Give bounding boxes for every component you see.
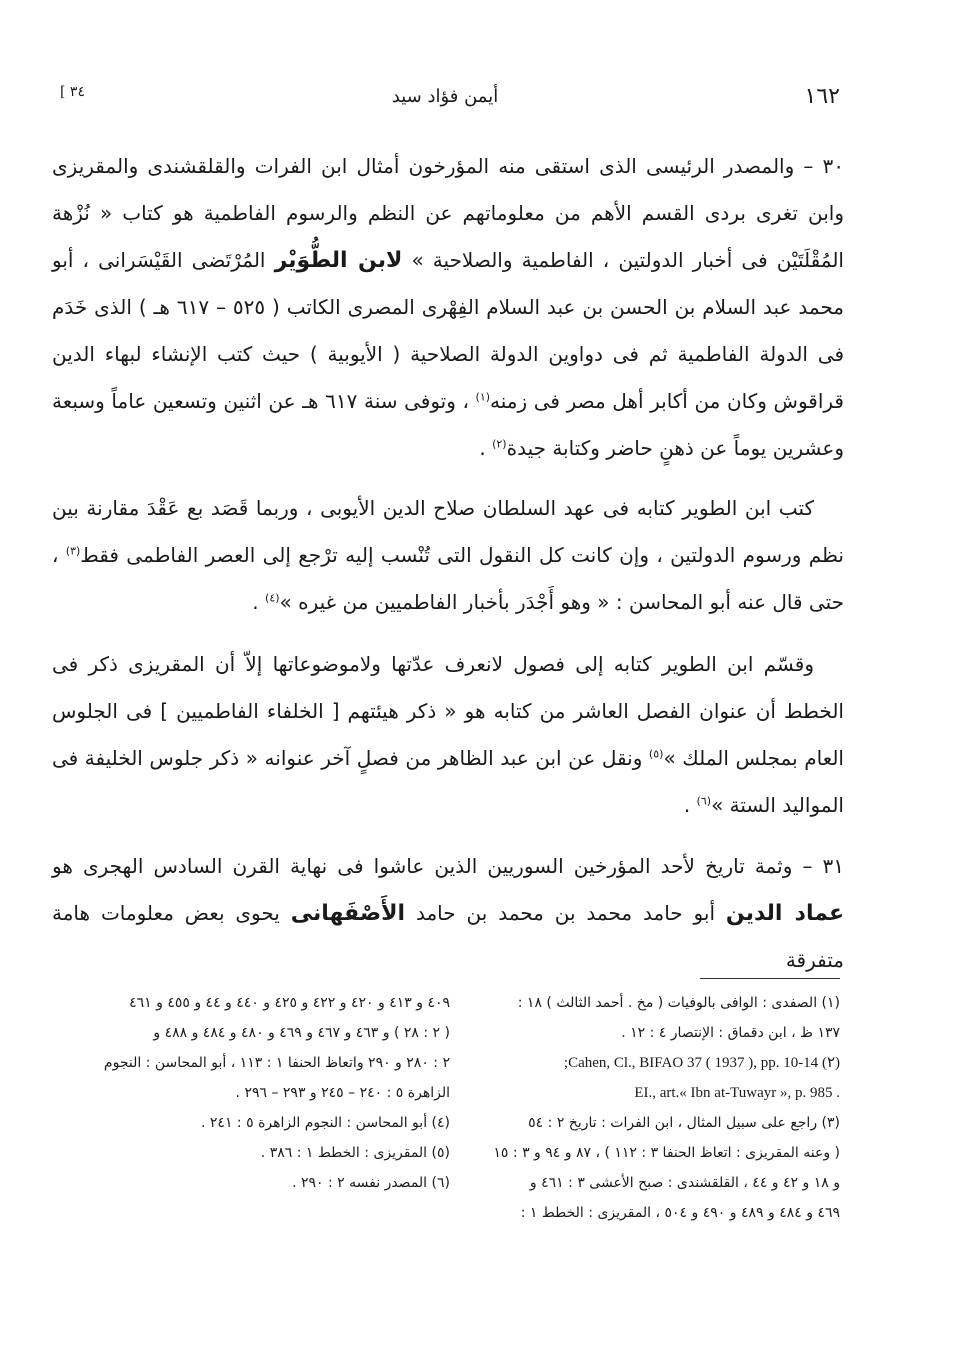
footnote-ref-5: (٥) <box>648 747 664 761</box>
footnote-line: ٢ : ٢٨٠ و ٢٩٠ واتعاظ الحنفا ١ : ١١٣ ، أبو المحاسن : النجوم <box>103 1055 450 1071</box>
text-run: ونقل عن ابن عبد الظاهر من فصلٍ آخر عنوانه « ذكر جلوس الخليفة فى المواليد الستة » <box>52 746 844 817</box>
author-name-imad-al-din: عماد الدين <box>725 901 844 926</box>
text-run: ٣١ – وثمة تاريخ لأحد المؤرخين السوريين الذين عاشوا فى نهاية القرن السادس الهجرى هو <box>52 854 844 878</box>
footnote-line: (٤) أبو المحاسن : النجوم الزاهرة ٥ : ٢٤١ . <box>201 1115 450 1131</box>
footnote-ref-3: (٣) <box>65 544 81 558</box>
text-run: ، وتوفى سنة ٦١٧ هـ عن اثنين وتسعين عاماً وسبعة وعشرين يوماً عن ذهنٍ حاضر وكتابة جيدة <box>52 389 844 460</box>
footnote-ref-2: (٢) <box>492 437 507 451</box>
footnote-line: ١٣٧ ظ ، ابن دقماق : الإنتصار ٤ : ١٢ . <box>621 1025 840 1041</box>
chapter-number: ٣٤ ] <box>60 84 85 100</box>
footnote-line: ٤٦٩ و ٤٨٤ و ٤٨٩ و ٤٩٠ و ٥٠٤ ، المقريزى : الخطط ١ : <box>520 1205 840 1221</box>
author-name-ibn-tuwayr: لابن الطُّوَيْر <box>274 248 403 273</box>
footnote-line: (٦) المصدر نفسه ٢ : ٢٩٠ . <box>292 1175 450 1191</box>
footnote-ref-4: (٤) <box>265 591 280 605</box>
paragraph-ibn-tuwayr-book <box>52 485 844 626</box>
text-run: يحوى بعض معلومات هامة متفرقة <box>52 901 844 972</box>
running-header <box>50 84 840 114</box>
footnote-line: (٥) المقريزى : الخطط ١ : ٣٨٦ . <box>260 1145 450 1161</box>
footnotes-column-left <box>50 988 450 1198</box>
footnote-line: (٢) Cahen, Cl., BIFAO 37 ( 1937 ), pp. 10-14; <box>563 1055 840 1071</box>
text-run: وقسّم ابن الطوير كتابه إلى فصول لانعرف عدّتها ولاموضوعاتها إلاّ أن المقريزى ذكر فى الخطط أن عنوان الفصل العاشر من كتابه هو « ذكر هيئتهم [ الخلفاء الفاطميين ] فى الجلوس العام بمجلس الملك » <box>52 652 844 770</box>
text-run: . <box>683 793 697 817</box>
text-run: . <box>252 590 266 614</box>
footnote-ref-1: (١) <box>475 390 491 404</box>
text-run: أبو حامد محمد بن محمد بن حامد <box>405 901 726 925</box>
author-name: أيمن فؤاد سيد <box>391 86 499 107</box>
author-name-isfahani: الأَصْفَهانى <box>290 901 406 926</box>
footnote-line: ( ٢ : ٢٨ ) و ٤٦٣ و ٤٦٧ و ٤٦٩ و ٤٨٠ و ٤٨٤ و ٤٨٨ و <box>153 1025 450 1041</box>
text-run: . <box>479 436 493 460</box>
paragraph-31 <box>52 843 844 984</box>
paragraph-book-chapters <box>52 641 844 829</box>
footnote-line: الزاهرة ٥ : ٢٤٠ – ٢٤٥ و ٢٩٣ – ٢٩٦ . <box>235 1085 450 1101</box>
text-run: المُرْتَضى القَيْسَرانى ، أبو محمد عبد السلام بن الحسن بن عبد السلام الفِهْرى المصرى الكاتب ( ٥٢٥ – ٦١٧ هـ ) الذى خَدَم فى الدولة الفاطمية ثم فى دواوين الدولة الصلاحية ( الأيوبية ) حيث كتب الإنشاء لبهاء الدين قراقوش وكان من أكابر أهل مصر فى زمنه <box>52 248 845 413</box>
paragraph-30 <box>52 143 844 472</box>
footnote-separator <box>700 978 840 979</box>
footnote-ref-6: (٦) <box>696 794 712 808</box>
footnote-line: . EI., art.« Ibn at-Tuwayr », p. 985 <box>634 1085 840 1101</box>
text-run: كتب ابن الطوير كتابه فى عهد السلطان صلاح الدين الأيوبى ، وربما قَصَد بع عَقْدَ مقارنة بين نظم ورسوم الدولتين ، وإن كانت كل النقول التى تُنْسب إليه ترْجع إلى العصر الفاطمى فقط <box>52 496 844 567</box>
footnotes-column-right <box>465 988 840 1228</box>
footnote-line: (٣) راجع على سبيل المثال ، ابن الفرات : تاريخ ٢ : ٥٤ <box>528 1115 840 1131</box>
footnote-line: ( وعنه المقريزى : اتعاظ الحنفا ٣ : ١١٢ ) ، ٨٧ و ٩٤ و ٣ : ١٥ <box>493 1145 840 1161</box>
text-run: ، حتى قال عنه أبو المحاسن : « وهو أَجْدَر بأخبار الفاطميين من غيره » <box>52 543 844 614</box>
footnote-line: (١) الصفدى : الوافى بالوفيات ( مخ . أحمد الثالث ) ١٨ : <box>517 995 840 1011</box>
page-number: ١٦٢ <box>804 84 840 109</box>
footnote-line: و ١٨ و ٤٢ و ٤٤ ، القلقشندى : صبح الأعشى ٣ : ٤٦١ و <box>529 1175 840 1191</box>
footnote-line: ٤٠٩ و ٤١٣ و ٤٢٠ و ٤٢٢ و ٤٢٥ و ٤٤٠ و ٤٤ و ٤٥٥ و ٤٦١ <box>129 995 450 1011</box>
text-run: ٣٠ – والمصدر الرئيسى الذى استقى منه المؤرخون أمثال ابن الفرات والقلقشندى والمقريزى وابن تغرى بردى القسم الأهم من معلوماتهم عن النظم والرسوم الفاطمية هو كتاب « نُزْهة المُقْلَتَيْن فى أخبار الدولتين ، الفاطمية والصلاحية » <box>52 154 844 272</box>
